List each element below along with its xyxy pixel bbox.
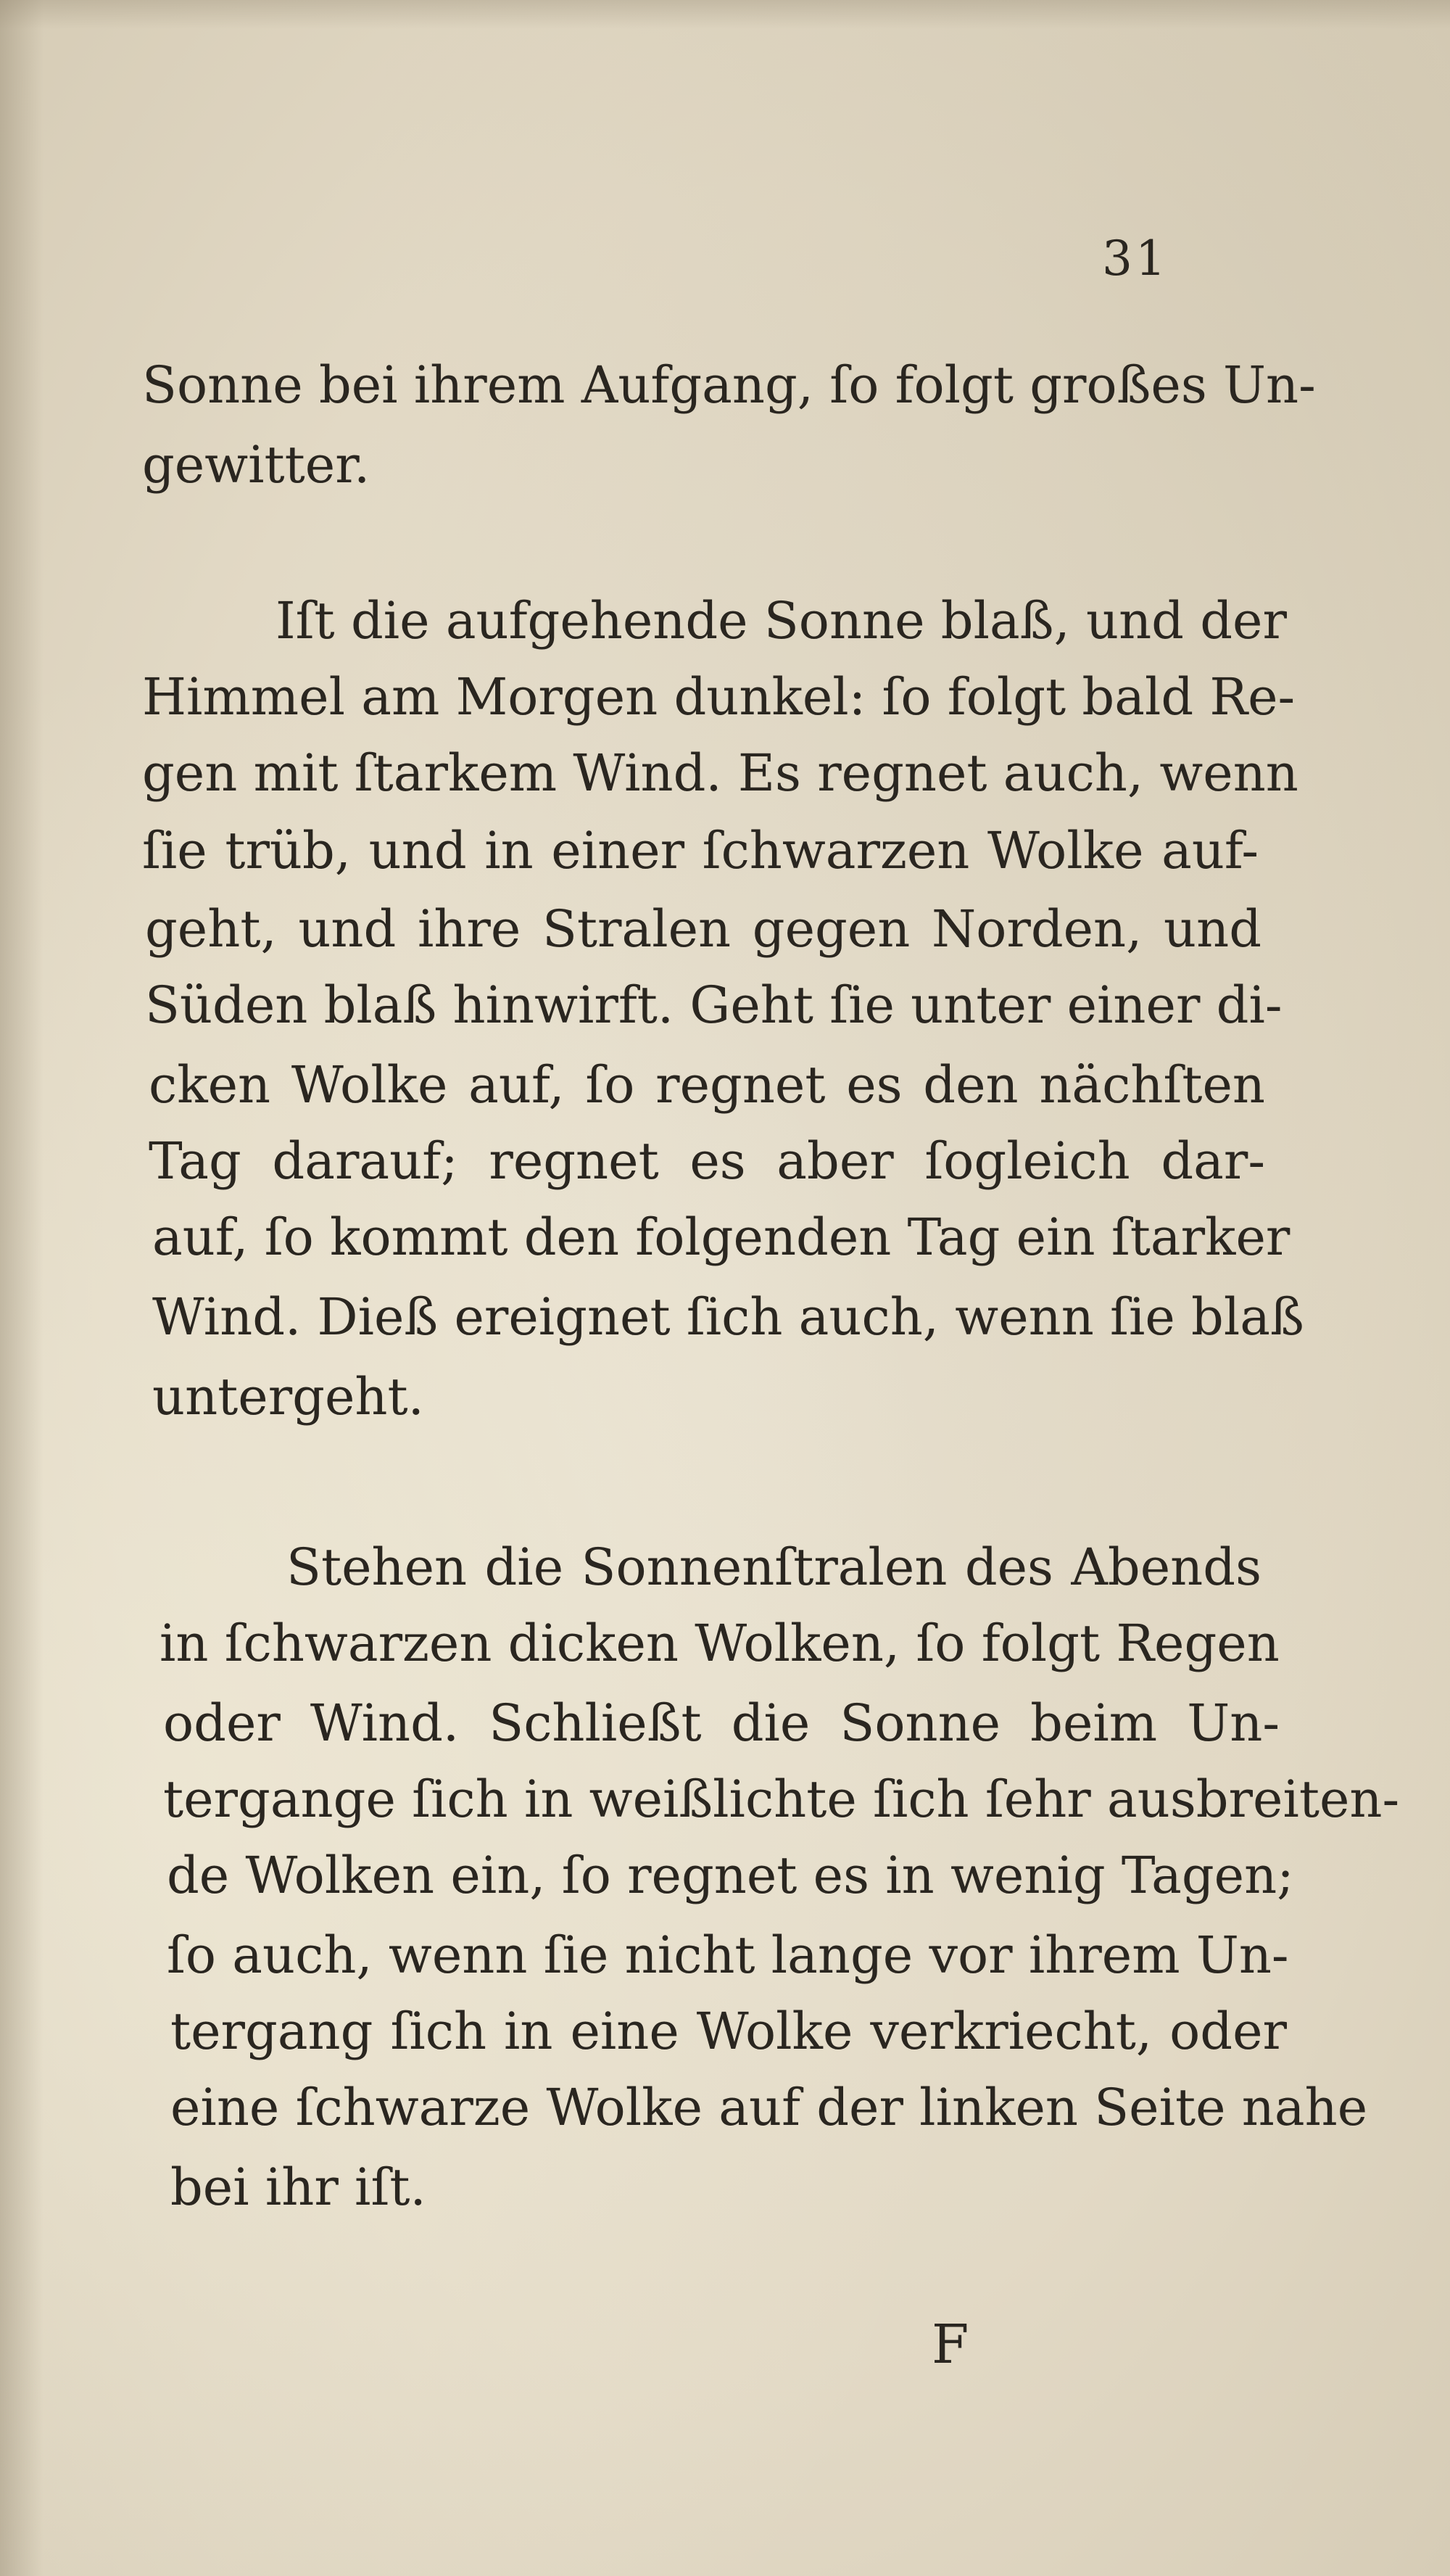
text-line: Himmel am Morgen dunkel: ſo folgt bald Re- — [142, 667, 1296, 727]
text-line: eine ſchwarze Wolke auf der linken Seite nahe — [170, 2078, 1368, 2137]
text-line: ſie trüb, und in einer ſchwarzen Wolke auf- — [142, 821, 1259, 880]
text-line: ſo auch, wenn ſie nicht lange vor ihrem Un- — [167, 1925, 1289, 1985]
page-top-shadow — [0, 0, 1450, 29]
text-line: gewitter. — [142, 435, 370, 495]
text-line: oder Wind. Schließt die Sonne beim Un- — [163, 1693, 1280, 1753]
signature-mark: F — [932, 2313, 969, 2376]
text-line: Süden blaß hinwirft. Geht ſie unter einer di- — [145, 975, 1283, 1035]
text-line: untergeht. — [152, 1367, 424, 1427]
page-number: 31 — [1102, 231, 1169, 286]
page-edge-shadow — [0, 0, 44, 2576]
text-line: Iſt die aufgehende Sonne blaß, und der — [276, 591, 1287, 651]
text-line: auf, ſo kommt den folgenden Tag ein ſtarker — [152, 1208, 1290, 1267]
text-line: in ſchwarzen dicken Wolken, ſo folgt Regen — [160, 1614, 1280, 1673]
text-line: Tag darauf; regnet es aber ſogleich dar- — [149, 1131, 1265, 1191]
text-line: tergange ſich in weißlichte ſich ſehr ausbreiten- — [163, 1770, 1400, 1829]
text-line: cken Wolke auf, ſo regnet es den nächſten — [149, 1055, 1265, 1115]
text-line: Stehen die Sonnenſtralen des Abends — [286, 1537, 1262, 1597]
text-line: bei ihr iſt. — [170, 2158, 426, 2217]
text-line: tergang ſich in eine Wolke verkriecht, oder — [170, 2002, 1287, 2061]
text-line: geht, und ihre Stralen gegen Norden, und — [145, 899, 1262, 959]
text-line: Wind. Dieß ereignet ſich auch, wenn ſie blaß — [152, 1287, 1304, 1347]
text-line: Sonne bei ihrem Aufgang, ſo folgt großes Un- — [142, 355, 1316, 415]
text-line: gen mit ſtarkem Wind. Es regnet auch, wenn — [142, 743, 1298, 803]
text-line: de Wolken ein, ſo regnet es in wenig Tagen; — [167, 1846, 1294, 1905]
